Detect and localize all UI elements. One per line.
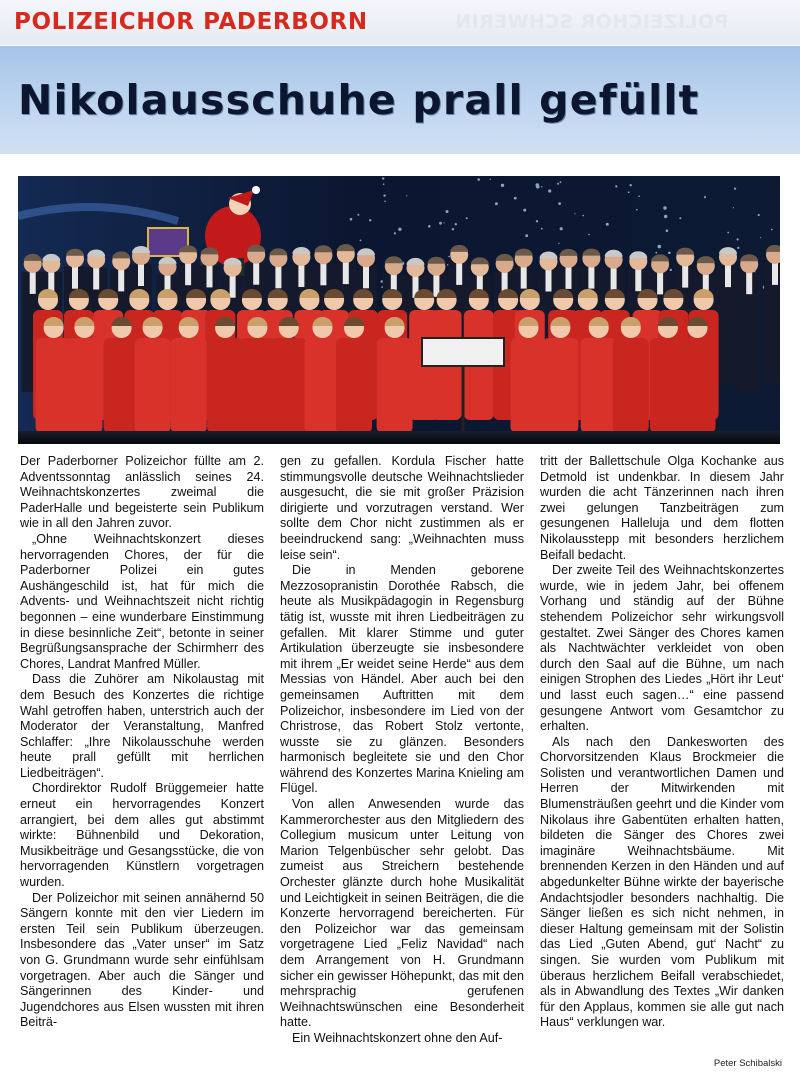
section-title: POLIZEICHOR PADERBORN [14, 9, 368, 35]
article-column-1 [20, 454, 264, 1047]
article-paragraph: Chordirektor Rudolf Brüggemeier hatte erneut ein hervorragendes Konzert arrangiert, bei dem alles gut abstimmt wirkte: Bühnenbild und Dekoration, Musikbeiträge und Gesangsstücke, die von hervorragenden Künstlern vorgetragen wurden. [20, 781, 264, 890]
article-paragraph: Ein Weihnachtskonzert ohne den Auf- [292, 1030, 503, 1045]
article-paragraph: Der Paderborner Polizeichor füllte am 2. Adventssonntag anlässlich seines 24. Weihnachtskonzertes zweimal die PaderHalle und begeisterte sein Publikum wie in all den Jahren zuvor. [20, 454, 264, 531]
article-paragraph: Dass die Zuhörer am Nikolaustag mit dem Besuch des Konzertes die richtige Wahl getroffen haben, unterstrich auch der Moderator der Veranstaltung, Manfred Schlaffer: „Ihre Nikolausschuhe werden heute prall gefüllt mit herrlichen Liedbeiträgen“. [20, 672, 264, 780]
article-paragraph: tritt der Ballettschule Olga Kochanke aus Detmold ist undenkbar. In diesem Jahr wurden die acht Tänzerinnen nach ihren zwei gelungen Tanzbeiträgen zum gesungenen Halleluja und dem flotten Nikolausstepp mit besonders herzlichem Beifall bedacht. [540, 454, 784, 562]
headline: Nikolausschuhe prall gefüllt [18, 76, 700, 124]
article-column-3 [540, 454, 784, 1047]
article-column-2 [280, 454, 524, 1047]
article-body [20, 454, 784, 1047]
article-paragraph: Die in Menden geborene Mezzosopranistin Dorothée Rabsch, die heute als Musikpädagogin in Regensburg tätig ist, wusste mit ihren Liedbeiträgen zu gefallen. Mit klarer Stimme und guter Artikulation überzeugte sie insbesondere mit ihrem „Er weidet seine Herde“ aus dem Messias von Händel. Aber auch bei den gemeinsamen Auftritten mit dem Polizeichor, insbesondere im Lied von der Christrose, das Robert Stolz vertonte, wusste sie zu glänzen. Besonders harmonisch begleitete sie und den Chor während des Konzertes Marina Knieling am Flügel. [280, 563, 524, 796]
article-paragraph: Der Polizeichor mit seinen annähernd 50 Sängern konnte mit den vier Liedern im ersten Teil sein Publikum überzeugen. Insbesondere das „Vater unser“ im Satz von G. Grundmann wurde sehr einfühlsam vorgetragen. Aber auch die Sänger und Sängerinnen des Kinder- und Jugendchores aus Elsen wussten mit ihren Beiträ- [20, 890, 264, 1030]
article-paragraph: Der zweite Teil des Weihnachtskonzertes wurde, wie in jedem Jahr, bei offenem Vorhang und ständig auf der Bühne stehendem Polizeichor sehr wirkungsvoll gestaltet. Zwei Sänger des Chores kamen als Nachtwächter verkleidet von oben durch den Saal auf die Bühne, um nach einigen Strophen des Liedes „Hört ihr Leut‘ und lasst euch sagen…“ eine passend gesungene Antwort vom Gesamtchor zu erhalten. [540, 563, 784, 734]
article-paragraph: Als nach den Dankesworten des Chorvorsitzenden Klaus Brockmeier die Solisten und verantwortlichen Damen und Herren der Mitwirkenden mit Blumensträußen geehrt und die Kinder vom Nikolaus ihre Gabentüten erhalten hatten, bildeten die Sänger des Chores zwei imaginäre Weihnachtsbäume. Mit brennenden Kerzen in den Händen und auf abgedunkelter Bühne wirkte der bayerische Andachtsjodler besonders nachhaltig. Die Sänger ließen es sich nicht nehmen, in dieser Haltung gemeinsam mit der Solistin das Lied „Guten Abend, gut‘ Nacht“ zu singen. Sie wurden vom Publikum mit überaus herzlichem Beifall verabschiedet, als in Abwandlung des Textes „Wir danken für den Applaus, kommen sie alle gut nach Haus“ verklungen war. [540, 734, 784, 1030]
article-paragraph: gen zu gefallen. Kordula Fischer hatte stimmungsvolle deutsche Weihnachtslieder ausgesucht, die sie mit großer Präzision dirigierte und vorzutragen verstand. Wer sollte dem Chor nicht zustimmen als er beeindruckend sang: „Weihnachten muss leise sein“. [280, 454, 524, 562]
author-credit: Peter Schibalski [713, 1058, 782, 1069]
article-paragraph: „Ohne Weihnachtskonzert dieses hervorragenden Chores, der für die Paderborner Polizei ein gutes Aushängeschild ist, hat für mich die Advents- und Weihnachtszeit nicht richtig begonnen – eine wunderbare Einstimmung in diese besinnliche Zeit“, betonte in seiner Begrüßungsansprache der Schirmherr des Chores, Landrat Manfred Müller. [20, 531, 264, 671]
article-paragraph: Von allen Anwesenden wurde das Kammerorchester aus den Mitgliedern des Collegium musicum unter Leitung von Marion Telgenbüscher sehr gelobt. Das zumeist aus Streichern bestehende Orchester glänzte durch hohe Musikalität und Leichtigkeit in seinen Beiträgen, die die Konzerte hervorragend bereicherten. Für den Polizeichor war das gemeinsam vorgetragene Lied „Feliz Navidad“ nach dem Arrangement von H. Grundmann sicher ein gewisser Höhepunkt, das mit den mehrsprachig gerufenen Weihnachtswünschen eine Besonderheit hatte. [280, 797, 524, 1030]
ghost-section-title: POLIZEICHOR SCHWERIN [455, 11, 729, 33]
choir-photo [18, 176, 780, 444]
choir-photo-icon [18, 176, 780, 444]
